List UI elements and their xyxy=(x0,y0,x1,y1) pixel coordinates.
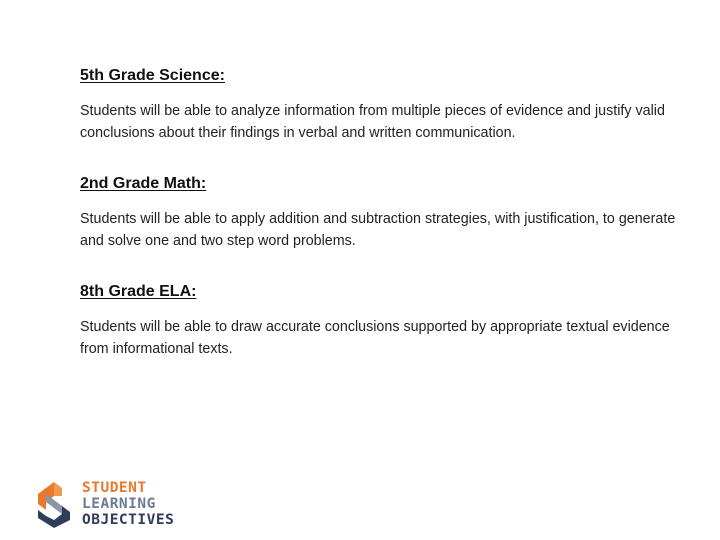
logo-word-student: STUDENT xyxy=(82,480,147,496)
logo-wordmark xyxy=(82,480,174,528)
objective-text-science: Students will be able to analyze information from multiple pieces of evidence and justify valid conclusions about their findings in verbal and written communication. xyxy=(80,103,665,141)
objective-heading-science: 5th Grade Science: xyxy=(80,67,225,84)
logo-word-learning: LEARNING xyxy=(82,496,156,512)
objective-text-ela: Students will be able to draw accurate conclusions supported by appropriate textual evidence from informational texts. xyxy=(80,319,670,357)
objective-ela xyxy=(80,282,680,360)
objective-math xyxy=(80,174,680,252)
logo-mark-icon xyxy=(32,480,74,528)
student-learning-objectives-logo xyxy=(32,480,202,530)
objective-heading-ela: 8th Grade ELA: xyxy=(80,283,197,300)
objective-text-math: Students will be able to apply addition and subtraction strategies, with justification, to generate and solve one and two step word problems. xyxy=(80,211,676,249)
logo-word-objectives: OBJECTIVES xyxy=(82,512,175,528)
objective-heading-math: 2nd Grade Math: xyxy=(80,175,207,192)
objective-science xyxy=(80,66,680,144)
